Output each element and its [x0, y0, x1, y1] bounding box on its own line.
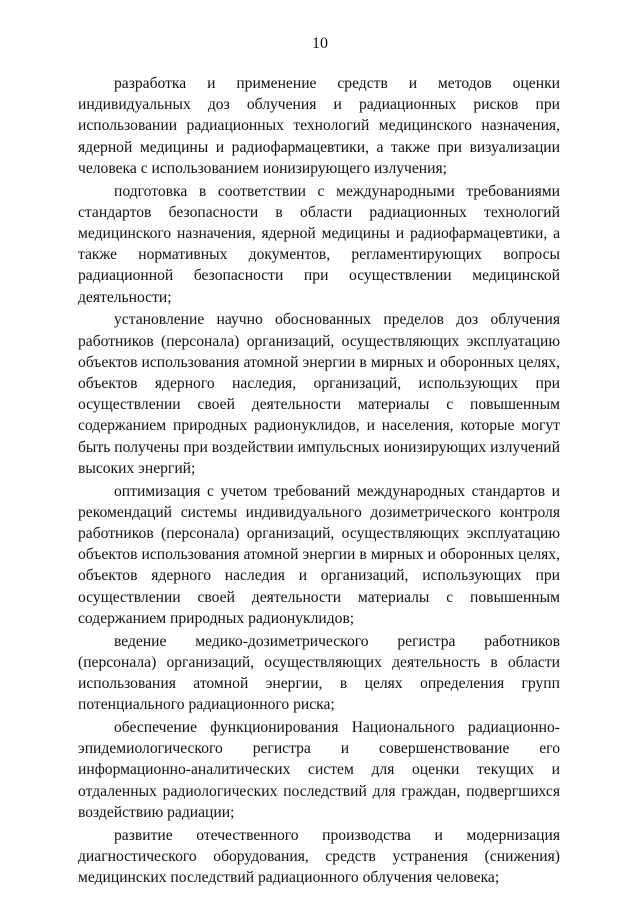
paragraph-dosimetric-control: оптимизация с учетом требований международных стандартов и рекомендаций системы индивидуального дозиметрического контроля работников (персонала) организаций, осуществляющих эксплуатацию объектов использования атомной энергии в мирных и оборонных целях, объектов ядерного наследия и организаций, использующих при осуществлении своей деятельности материалы с повышенным содержанием природных радионуклидов; [78, 482, 560, 627]
paragraph-safety-standards: подготовка в соответствии с международными требованиями стандартов безопасности в области радиационных технологий медицинского назначения, ядерной медицины и радиофармацевтики, а также нормативных документов, регламентирующих вопросы радиационной безопасности при осуществлении медицинской деятельности; [78, 182, 560, 306]
paragraph-medical-dosimetric-register: ведение медико-дозиметрического регистра работников (персонала) организаций, осуществляющих деятельность в области использования атомной энергии, в целях определения групп потенциального радиационного риска; [78, 632, 560, 714]
page-number: 10 [312, 35, 328, 52]
document-body [78, 73, 560, 890]
paragraph-diagnostic-equipment: развитие отечественного производства и модернизация диагностического оборудования, средств устранения (снижения) медицинских последствий радиационного облучения человека; [78, 826, 560, 887]
paragraph-dose-assessment-methods: разработка и применение средств и методов оценки индивидуальных доз облучения и радиационных рисков при использовании радиационных технологий медицинского назначения, ядерной медицины и радиофармацевтики, а также при визуализации человека с использованием ионизирующего излучения; [78, 75, 560, 177]
paragraph-national-register: обеспечение функционирования Национального радиационно-эпидемиологического регистра и совершенствование его информационно-аналитических систем для оценки текущих и отдаленных радиологических последствий для граждан, подвергшихся воздействию радиации; [78, 719, 560, 821]
paragraph-dose-limits: установление научно обоснованных пределов доз облучения работников (персонала) организаций, осуществляющих эксплуатацию объектов использования атомной энергии в мирных и оборонных целях, объектов ядерного наследия, организаций, использующих при осуществлении своей деятельности материалы с повышенным содержанием природных радионуклидов, и населения, которые могут быть получены при воздействии импульсных ионизирующих излучений высоких энергий; [78, 311, 560, 477]
